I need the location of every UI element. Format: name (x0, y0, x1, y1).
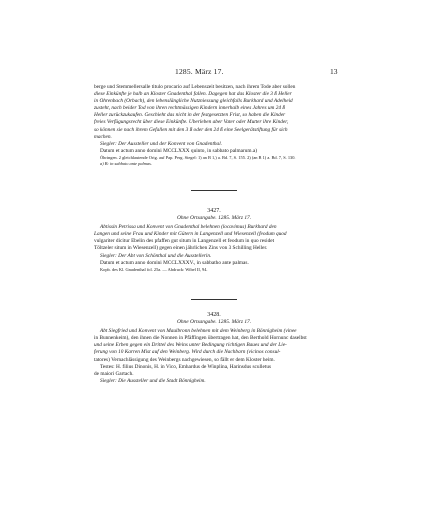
sealer-line: Siegler: Der Aussteller und der Konvent von Gnadenthal. (100, 140, 223, 147)
document-number: 3427. (207, 208, 221, 214)
page-header (0, 67, 428, 79)
sealer-line: Siegler: Der Abt von Schönthal und die Ausstellerin. (100, 252, 212, 259)
document-continuation (94, 84, 334, 167)
text-line: machen. (94, 133, 112, 140)
text-line: berge und Stemmellersalle titulo procario auf Lebenszeit besitzen, nach ihrem Tode aber sollen (94, 84, 296, 90)
text-line: tatores) Vernachlässigung des Weinbergs nachgewiesen, so fällt er dem Kloster heim. (94, 356, 275, 363)
source-note: Öhringen. 2 gleichlautende Orig. auf Pap. Perg. Siegel: 1) an B 1,) a. Bd. 7, S. 155. 2) (an B 1) a. Bd. 7, S. 130. (100, 154, 296, 160)
text-line: in Bunnenkeim), den ihnen die Nonnen in Pfäffingen übertragen hat, den Berthold Hornunc daselbst (94, 335, 307, 342)
text-line: Töltzeler situm in Wiesenzell) gegen einen jährlichen Zins von 3 Schilling Heller. (94, 245, 268, 252)
text-line: zusteht, nach beider Tod von ihren rechtmässigen Kindern innerhalb eines Jahres um 24 ß (94, 105, 285, 112)
text-line: de maiori Gartach. (94, 370, 134, 377)
page-number: 13 (330, 67, 338, 76)
footnote: a) B: in sabbato ante palmas. (100, 161, 152, 167)
document-3427 (94, 207, 334, 273)
text-line: ferung von 10 Karren Mist auf den Weinberg. Wird durch die Nachbarn (vicinos consul- (94, 349, 281, 356)
datum-line: Datum et actum anno domini MCCLXXX quinto, in sabbato palmarum.a) (100, 147, 257, 154)
separator-rule (191, 299, 237, 300)
document-3428 (94, 311, 334, 385)
witnesses-line: Testes: H. filius Dinonis, H. in Vico, Emhardus de Winplina, Harinsdus sculletus (100, 363, 272, 370)
text-line: freies Verfügungsrecht über diese Einkünfte. Überleben aber Vater oder Mutter ihre Kinder, (94, 119, 289, 126)
text-line: Abt Siegfried und Konvent von Maulbronn belehnen mit dem Weinberg in Bönnigheim (vinee (100, 328, 297, 335)
datum-line: Datum et actum anno domini MCCLXXXV., in sabbatho ante palmas. (100, 259, 249, 266)
text-line: so können sie nach ihrem Gefallen mit den 3 ß oder den 24 ß eine Seelgerätstiftung für sich (94, 126, 288, 133)
document-place-date: Ohne Ortsangabe. 1285. März 17. (176, 215, 252, 221)
text-line: diese Einkünfte je halb an Kloster Gnadenthal fallen. Dagegen hat das Kloster die 3 ß Heller (94, 91, 292, 98)
source-note: Kopb. des Kl. Gnadenthal fol. 25a. — Abdruck: Wibel II, 94. (100, 266, 208, 272)
separator-rule (191, 190, 237, 191)
text-line: Langen und seine Frau und Kinder mit Gütern in Langenzell und Wiesenzell (feodum quod (94, 231, 287, 238)
text-line: Äbtissin Petrissa und Konvent von Gnadenthal belehnen (locavimus) Burkhard den (100, 224, 277, 231)
document-number: 3428. (207, 312, 221, 318)
sealer-line: Siegler: Die Aussteller und die Stadt Bönnigheim. (100, 377, 206, 384)
text-line: und seine Erben gegen ein Drittel des Weins unter Bedingung richtigen Baues und der Lie- (94, 342, 287, 349)
text-line: vulgariter dicitur Ebelin des pfaffen gut situm in Langenzell et feodum in quo residet (94, 238, 275, 245)
header-date: 1285. März 17. (175, 67, 224, 76)
document-place-date: Ohne Ortsangabe. 1285. März 17. (176, 319, 252, 325)
text-line: Heller zurückzukaufen. Geschieht das nicht in der festgesetzten Frist, so haben die Kinder (94, 112, 286, 119)
text-line: in Ohrenbach (Orbach), den lebenslängliche Nutzniessung gleichfalls Burkhard und Adelheid (94, 98, 293, 105)
